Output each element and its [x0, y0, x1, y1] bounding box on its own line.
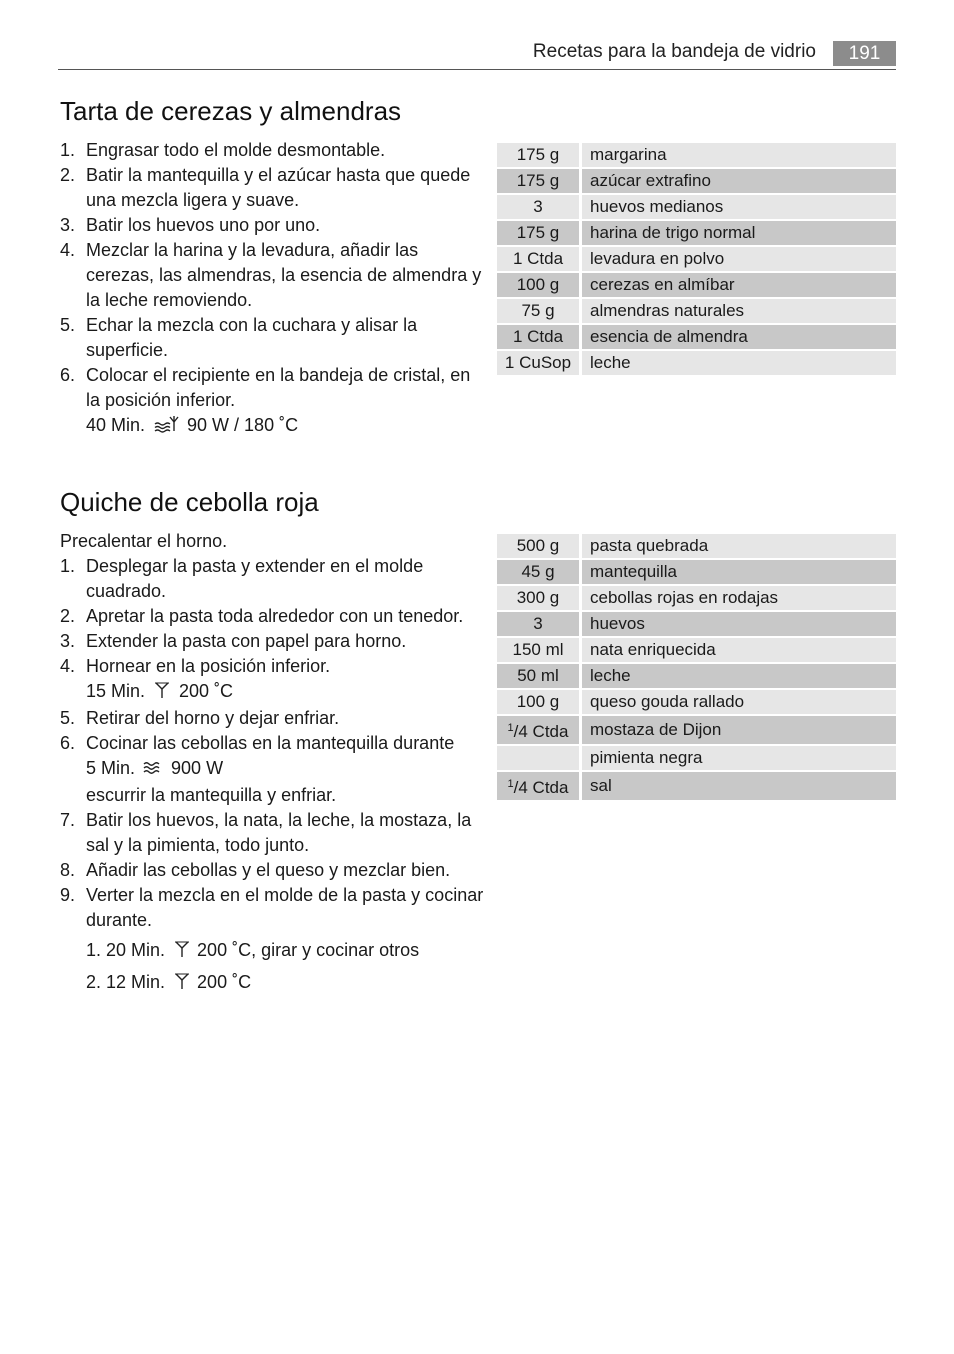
recipe2-step: 2. Apretar la pasta toda alrededor con un tenedor.: [60, 606, 464, 626]
microwave-icon: [143, 758, 163, 783]
recipe1-step: 6. Colocar el recipiente en la bandeja de cristal, en la posición inferior. 40 Min. 90 W / 180 ˚C: [60, 363, 485, 440]
cooking-setting: 40 Min. 90 W / 180 ˚C: [86, 413, 485, 440]
table-row: 150 ml nata enriquecida: [497, 638, 896, 662]
table-row: 75 g almendras naturales: [497, 299, 896, 323]
recipe1-step: 1. Engrasar todo el molde desmontable.: [60, 140, 386, 160]
table-row: 500 g pasta quebrada: [497, 534, 896, 558]
recipe1-steps: [60, 138, 485, 440]
recipe2-step: 8. Añadir las cebollas y el queso y mezclar bien.: [60, 860, 451, 880]
recipe2-step: 7. Batir los huevos, la nata, la leche, la mostaza, la sal y la pimienta, todo junto.: [60, 810, 472, 855]
header-title: Recetas para la bandeja de vidrio: [532, 41, 816, 62]
cooking-setting: 2. 12 Min. 200 ˚C: [60, 969, 485, 997]
table-row: $^1$/4 Ctda sal: [497, 772, 896, 800]
recipe1-step: 5. Echar la mezcla con la cuchara y alisar la superficie.: [60, 315, 418, 360]
recipe2-step: 9. Verter la mezcla en el molde de la pasta y cocinar durante.: [60, 885, 484, 930]
table-row: 45 g mantequilla: [497, 560, 896, 584]
table-row: 175 g margarina: [497, 143, 896, 167]
table-row: 1 Ctda levadura en polvo: [497, 247, 896, 271]
recipe2-step: 5. Retirar del horno y dejar enfriar.: [60, 708, 340, 728]
table-row: 175 g azúcar extrafino: [497, 169, 896, 193]
table-row: 100 g cerezas en almíbar: [497, 273, 896, 297]
table-row: 1 CuSop leche: [497, 351, 896, 375]
recipe2-step: 1. Desplegar la pasta y extender en el molde cuadrado.: [60, 556, 424, 601]
table-row: 300 g cebollas rojas en rodajas: [497, 586, 896, 610]
page-header: [58, 38, 896, 70]
recipe2-step: 6. Cocinar las cebollas en la mantequilla durante 5 Min. 900 W escurrir la mantequilla y enfriar.: [60, 731, 485, 808]
recipe1-step: 4. Mezclar la harina y la levadura, añadir las cerezas, las almendras, la esencia de almendra y la leche removiendo.: [60, 240, 482, 310]
recipe1-ingredients-table: [497, 141, 896, 377]
table-row: 3 huevos medianos: [497, 195, 896, 219]
recipe2-intro: Precalentar el horno.: [60, 531, 228, 551]
cooking-setting: 1. 20 Min. 200 ˚C, girar y cocinar otros: [60, 937, 485, 965]
table-row: 1 Ctda esencia de almendra: [497, 325, 896, 349]
table-row: 50 ml leche: [497, 664, 896, 688]
recipe2-steps: [60, 529, 485, 997]
table-row: 3 huevos: [497, 612, 896, 636]
cooking-setting: 15 Min. 200 ˚C: [86, 679, 485, 706]
fan-icon: [153, 681, 171, 706]
recipe-title-quiche: Quiche de cebolla roja: [60, 487, 319, 517]
recipe-title-tarta: Tarta de cerezas y almendras: [60, 96, 402, 126]
page-number: 191: [833, 41, 896, 66]
table-row: 175 g harina de trigo normal: [497, 221, 896, 245]
recipe1-step: 3. Batir los huevos uno por uno.: [60, 215, 321, 235]
table-row: 100 g queso gouda rallado: [497, 690, 896, 714]
recipe2-step: 4. Hornear en la posición inferior. 15 Min. 200 ˚C: [60, 654, 485, 706]
table-row: pimienta negra: [497, 746, 896, 770]
fan-microwave-combi-icon: [153, 415, 179, 440]
fan-icon: [173, 971, 191, 997]
recipe2-ingredients-table: [497, 532, 896, 802]
recipe2-step: 3. Extender la pasta con papel para horno.: [60, 631, 407, 651]
fan-icon: [173, 939, 191, 965]
table-row: $^1$/4 Ctda mostaza de Dijon: [497, 716, 896, 744]
cooking-setting: 5 Min. 900 W: [86, 756, 485, 783]
recipe1-step: 2. Batir la mantequilla y el azúcar hasta que quede una mezcla ligera y suave.: [60, 165, 471, 210]
